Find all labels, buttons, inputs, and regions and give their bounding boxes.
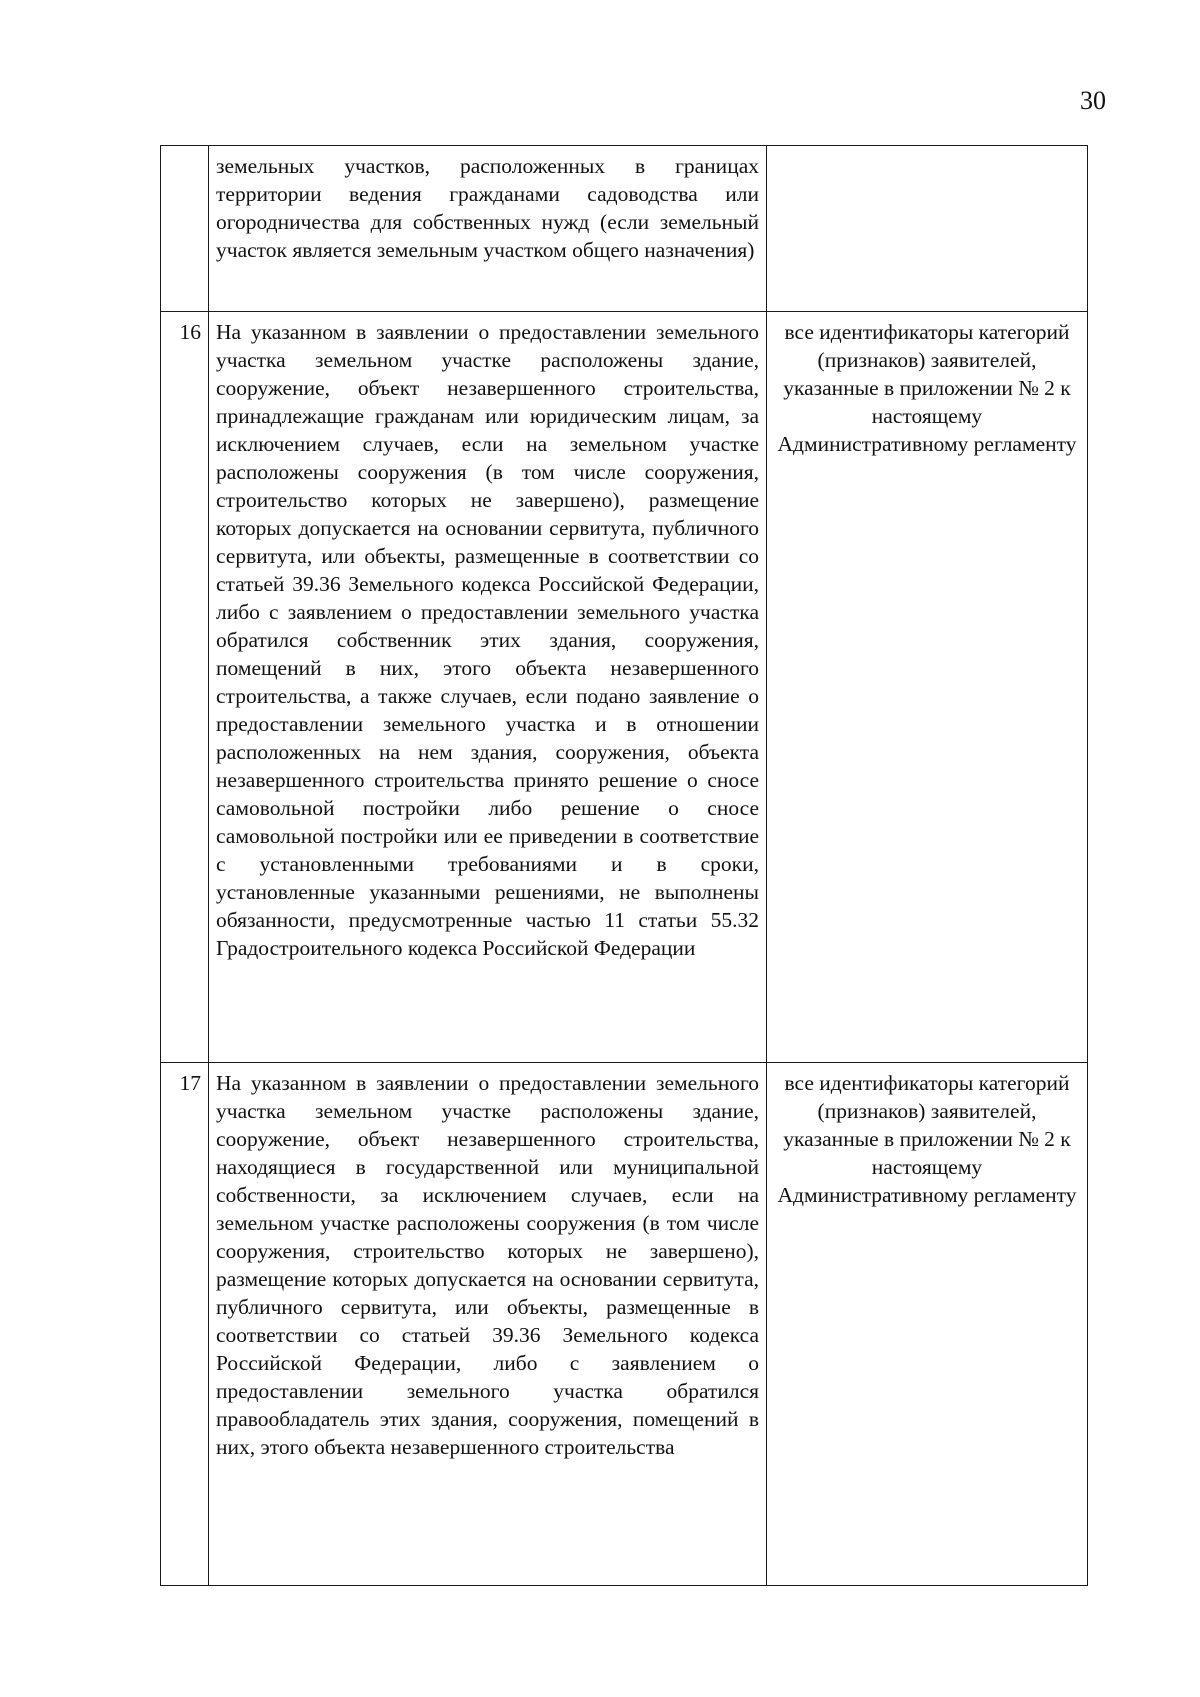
row-description-cell: На указанном в заявлении о предоставлении земельного участка земельном участке расположены здание, сооружение, объект незавершенного строительства, принадлежащие гражданам или юридическим лицам, за исключением случаев, если на земельном участке расположены сооружения (в том числе сооружения, строительство которых не завершено), размещение которых допускается на основании сервитута, публичного сервитута, или объекты, размещенные в соответствии со статьей 39.36 Земельного кодекса Российской Федерации, либо с заявлением о предоставлении земельного участка обратился собственник этих здания, сооружения, помещений в них, этого объекта незавершенного строительства, а также случаев, если подано заявление о предоставлении земельного участка и в отношении расположенных на нем здания, сооружения, объекта незавершенного строительства принято решение о сносе самовольной постройки либо решение о сносе самовольной постройки или ее приведении в соответствие с установленными требованиями и в сроки, установленные указанными решениями, не выполнены обязанности, предусмотренные частью 11 статьи 55.32 Градостроительного кодекса Российской Федерации <box>209 312 767 1063</box>
table-row <box>161 1063 1088 1586</box>
row-identifiers-cell <box>767 146 1088 312</box>
row-number-cell: 16 <box>161 312 209 1063</box>
grounds-table <box>160 145 1088 1586</box>
table-row <box>161 146 1088 312</box>
row-description-cell: земельных участков, расположенных в границах территории ведения гражданами садоводства или огородничества для собственных нужд (если земельный участок является земельным участком общего назначения) <box>209 146 767 312</box>
row-number-cell: 17 <box>161 1063 209 1586</box>
page-number: 30 <box>1080 86 1106 115</box>
row-identifiers-cell: все идентификаторы категорий (признаков) заявителей, указанные в приложении № 2 к настоящему Административному регламенту <box>767 1063 1088 1586</box>
table-row <box>161 312 1088 1063</box>
row-number-cell <box>161 146 209 312</box>
row-identifiers-cell: все идентификаторы категорий (признаков) заявителей, указанные в приложении № 2 к настоящему Административному регламенту <box>767 312 1088 1063</box>
row-description-cell: На указанном в заявлении о предоставлении земельного участка земельном участке расположены здание, сооружение, объект незавершенного строительства, находящиеся в государственной или муниципальной собственности, за исключением случаев, если на земельном участке расположены сооружения (в том числе сооружения, строительство которых не завершено), размещение которых допускается на основании сервитута, публичного сервитута, или объекты, размещенные в соответствии со статьей 39.36 Земельного кодекса Российской Федерации, либо с заявлением о предоставлении земельного участка обратился правообладатель этих здания, сооружения, помещений в них, этого объекта незавершенного строительства <box>209 1063 767 1586</box>
